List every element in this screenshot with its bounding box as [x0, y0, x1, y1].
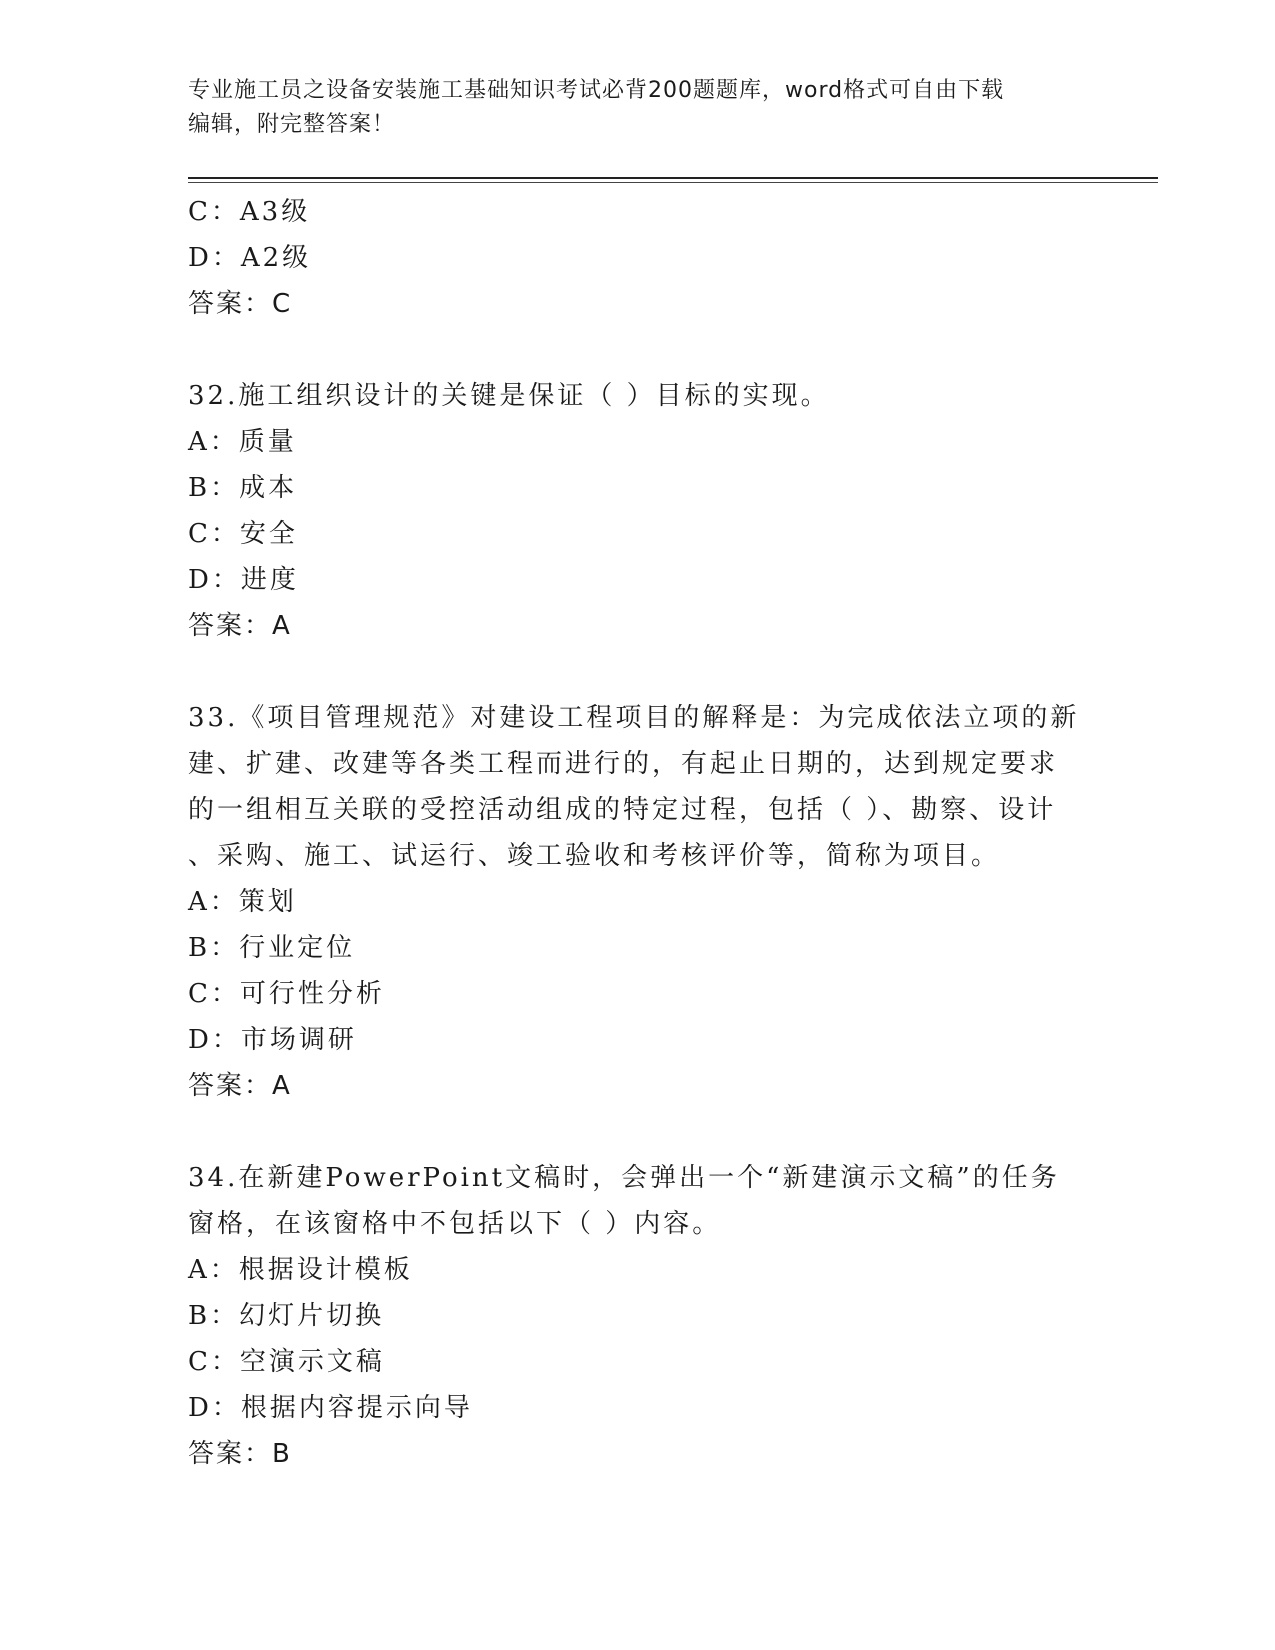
option-letter: D： — [188, 565, 241, 595]
question-text: 32.施工组织设计的关键是保证（ ）目标的实现。 — [188, 381, 830, 411]
option-text: 市场调研 — [240, 1025, 357, 1055]
document-header — [188, 74, 1088, 142]
option-letter: A： — [188, 427, 239, 457]
header-divider-thick — [188, 177, 1158, 179]
header-line-1: 专业施工员之设备安装施工基础知识考试必背200题题库，word格式可自由下载 — [188, 78, 1005, 103]
option-c — [188, 511, 1088, 557]
option-text: 空演示文稿 — [239, 1347, 385, 1377]
answer-line: 答案：A — [188, 1071, 292, 1101]
header-divider-thin — [188, 182, 1158, 183]
option-text: 安全 — [239, 519, 298, 549]
question-33 — [188, 695, 1088, 1109]
option-letter: B： — [188, 933, 240, 963]
option-b — [188, 465, 1088, 511]
answer-line: 答案：B — [188, 1439, 292, 1469]
option-letter: A： — [188, 1255, 239, 1285]
question-text-line-3: 的一组相互关联的受控活动组成的特定过程，包括（ ）、勘察、设计 — [188, 795, 1057, 825]
option-text: 进度 — [240, 565, 299, 595]
option-text: 成本 — [239, 473, 298, 503]
question-32 — [188, 373, 1088, 649]
option-d — [188, 557, 1088, 603]
option-text: 质量 — [238, 427, 297, 457]
option-letter: D： — [188, 1025, 241, 1055]
option-d — [188, 235, 1088, 281]
question-text-line-2: 建、扩建、改建等各类工程而进行的，有起止日期的，达到规定要求 — [188, 749, 1059, 779]
question-list — [188, 189, 1088, 1477]
question-34 — [188, 1155, 1088, 1477]
option-d — [188, 1017, 1088, 1063]
option-letter: A： — [188, 887, 239, 917]
carryover-question — [188, 189, 1088, 327]
option-b — [188, 925, 1088, 971]
answer-line: 答案：A — [188, 611, 292, 641]
option-a — [188, 879, 1088, 925]
option-letter: C： — [188, 979, 240, 1009]
option-letter: B： — [188, 473, 240, 503]
option-letter: B： — [188, 1301, 240, 1331]
option-d — [188, 1385, 1088, 1431]
option-text: 可行性分析 — [239, 979, 385, 1009]
option-text: 幻灯片切换 — [239, 1301, 385, 1331]
option-text: 行业定位 — [239, 933, 356, 963]
question-text-line-4: 、采购、施工、试运行、竣工验收和考核评价等，简称为项目。 — [188, 841, 1001, 871]
option-text: A3级 — [239, 197, 311, 227]
option-letter: D： — [188, 1393, 241, 1423]
option-c — [188, 189, 1088, 235]
question-text-line-1: 33.《项目管理规范》对建设工程项目的解释是：为完成依法立项的新 — [188, 703, 1080, 733]
option-letter: D： — [188, 243, 241, 273]
option-c — [188, 1339, 1088, 1385]
question-text-line-2: 窗格，在该窗格中不包括以下（ ）内容。 — [188, 1209, 722, 1239]
option-letter: C： — [188, 519, 240, 549]
option-text: 根据设计模板 — [238, 1255, 413, 1285]
question-text-line-1: 34.在新建PowerPoint文稿时，会弹出一个“新建演示文稿”的任务 — [188, 1163, 1060, 1193]
option-b — [188, 1293, 1088, 1339]
option-a — [188, 419, 1088, 465]
header-line-2: 编辑，附完整答案！ — [188, 112, 396, 137]
option-text: A2级 — [240, 243, 312, 273]
option-text: 策划 — [238, 887, 297, 917]
option-letter: C： — [188, 1347, 240, 1377]
option-text: 根据内容提示向导 — [240, 1393, 473, 1423]
answer-line: 答案：C — [188, 289, 293, 319]
option-a — [188, 1247, 1088, 1293]
option-c — [188, 971, 1088, 1017]
option-letter: C： — [188, 197, 240, 227]
